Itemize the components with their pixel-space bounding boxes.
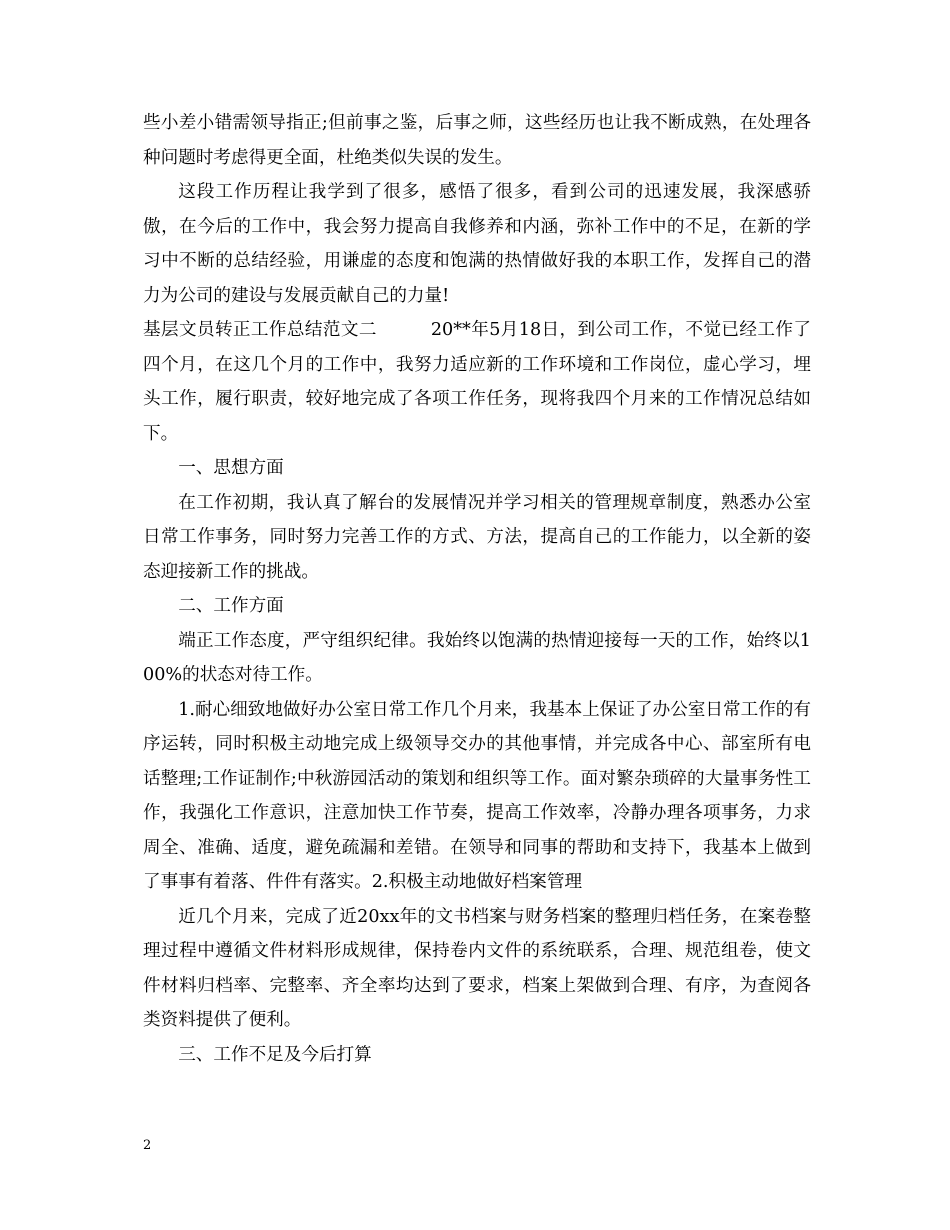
document-body [143,106,811,1072]
paragraph-continuation: 些小差小错需领导指正;但前事之鉴，后事之师，这些经历也让我不断成熟，在处理各种问题时考虑得更全面，杜绝类似失误的发生。 [143,113,811,168]
heading-work: 二、工作方面 [178,596,284,616]
heading-shortcomings: 三、工作不足及今后打算 [178,1044,372,1065]
paragraph-opening: 20**年5月18日，到公司工作，不觉已经工作了四个月，在这几个月的工作中，我努力适应新的工作环境和工作岗位，虚心学习，埋头工作，履行职责，较好地完成了各项工作任务，现将我四个月来的工作情况总结如下。 [143,320,811,444]
paragraph-archives: 近几个月来，完成了近20xx年的文书档案与财务档案的整理归档任务，在案卷整理过程中遵循文件材料形成规律，保持卷内文件的系统联系，合理、规范组卷，使文件材料归档率、完整率、齐全率均达到了要求，档案上架做到合理、有序，为查阅各类资料提供了便利。 [143,906,811,1030]
page-number: 2 [143,1138,152,1153]
paragraph-reflection: 这段工作历程让我学到了很多，感悟了很多，看到公司的迅速发展，我深感骄傲，在今后的工作中，我会努力提高自我修养和内涵，弥补工作中的不足，在新的学习中不断的总结经验，用谦虚的态度和饱满的热情做好我的本职工作，发挥自己的潜力为公司的建设与发展贡献自己的力量! [143,182,811,306]
paragraph-second-sample-intro [143,313,811,451]
paragraph-attitude: 端正工作态度，严守组织纪律。我始终以饱满的热情迎接每一天的工作，始终以100%的状态对待工作。 [143,630,811,685]
heading-thinking: 一、思想方面 [178,458,284,478]
section-title: 基层文员转正工作总结范文二 [143,320,377,340]
paragraph-office-work: 1.耐心细致地做好办公室日常工作几个月来，我基本上保证了办公室日常工作的有序运转，同时积极主动地完成上级领导交办的其他事情，并完成各中心、部室所有电话整理;工作证制作;中秋游园活动的策划和组织等工作。面对繁杂琐碎的大量事务性工作，我强化工作意识，注意加快工作节奏，提高工作效率，冷静办理各项事务，力求周全、准确、适度，避免疏漏和差错。在领导和同事的帮助和支持下，我基本上做到了事事有着落、件件有落实。2.积极主动地做好档案管理 [143,699,811,892]
paragraph-thinking: 在工作初期，我认真了解台的发展情况并学习相关的管理规章制度，熟悉办公室日常工作事务，同时努力完善工作的方式、方法，提高自己的工作能力，以全新的姿态迎接新工作的挑战。 [143,492,811,582]
